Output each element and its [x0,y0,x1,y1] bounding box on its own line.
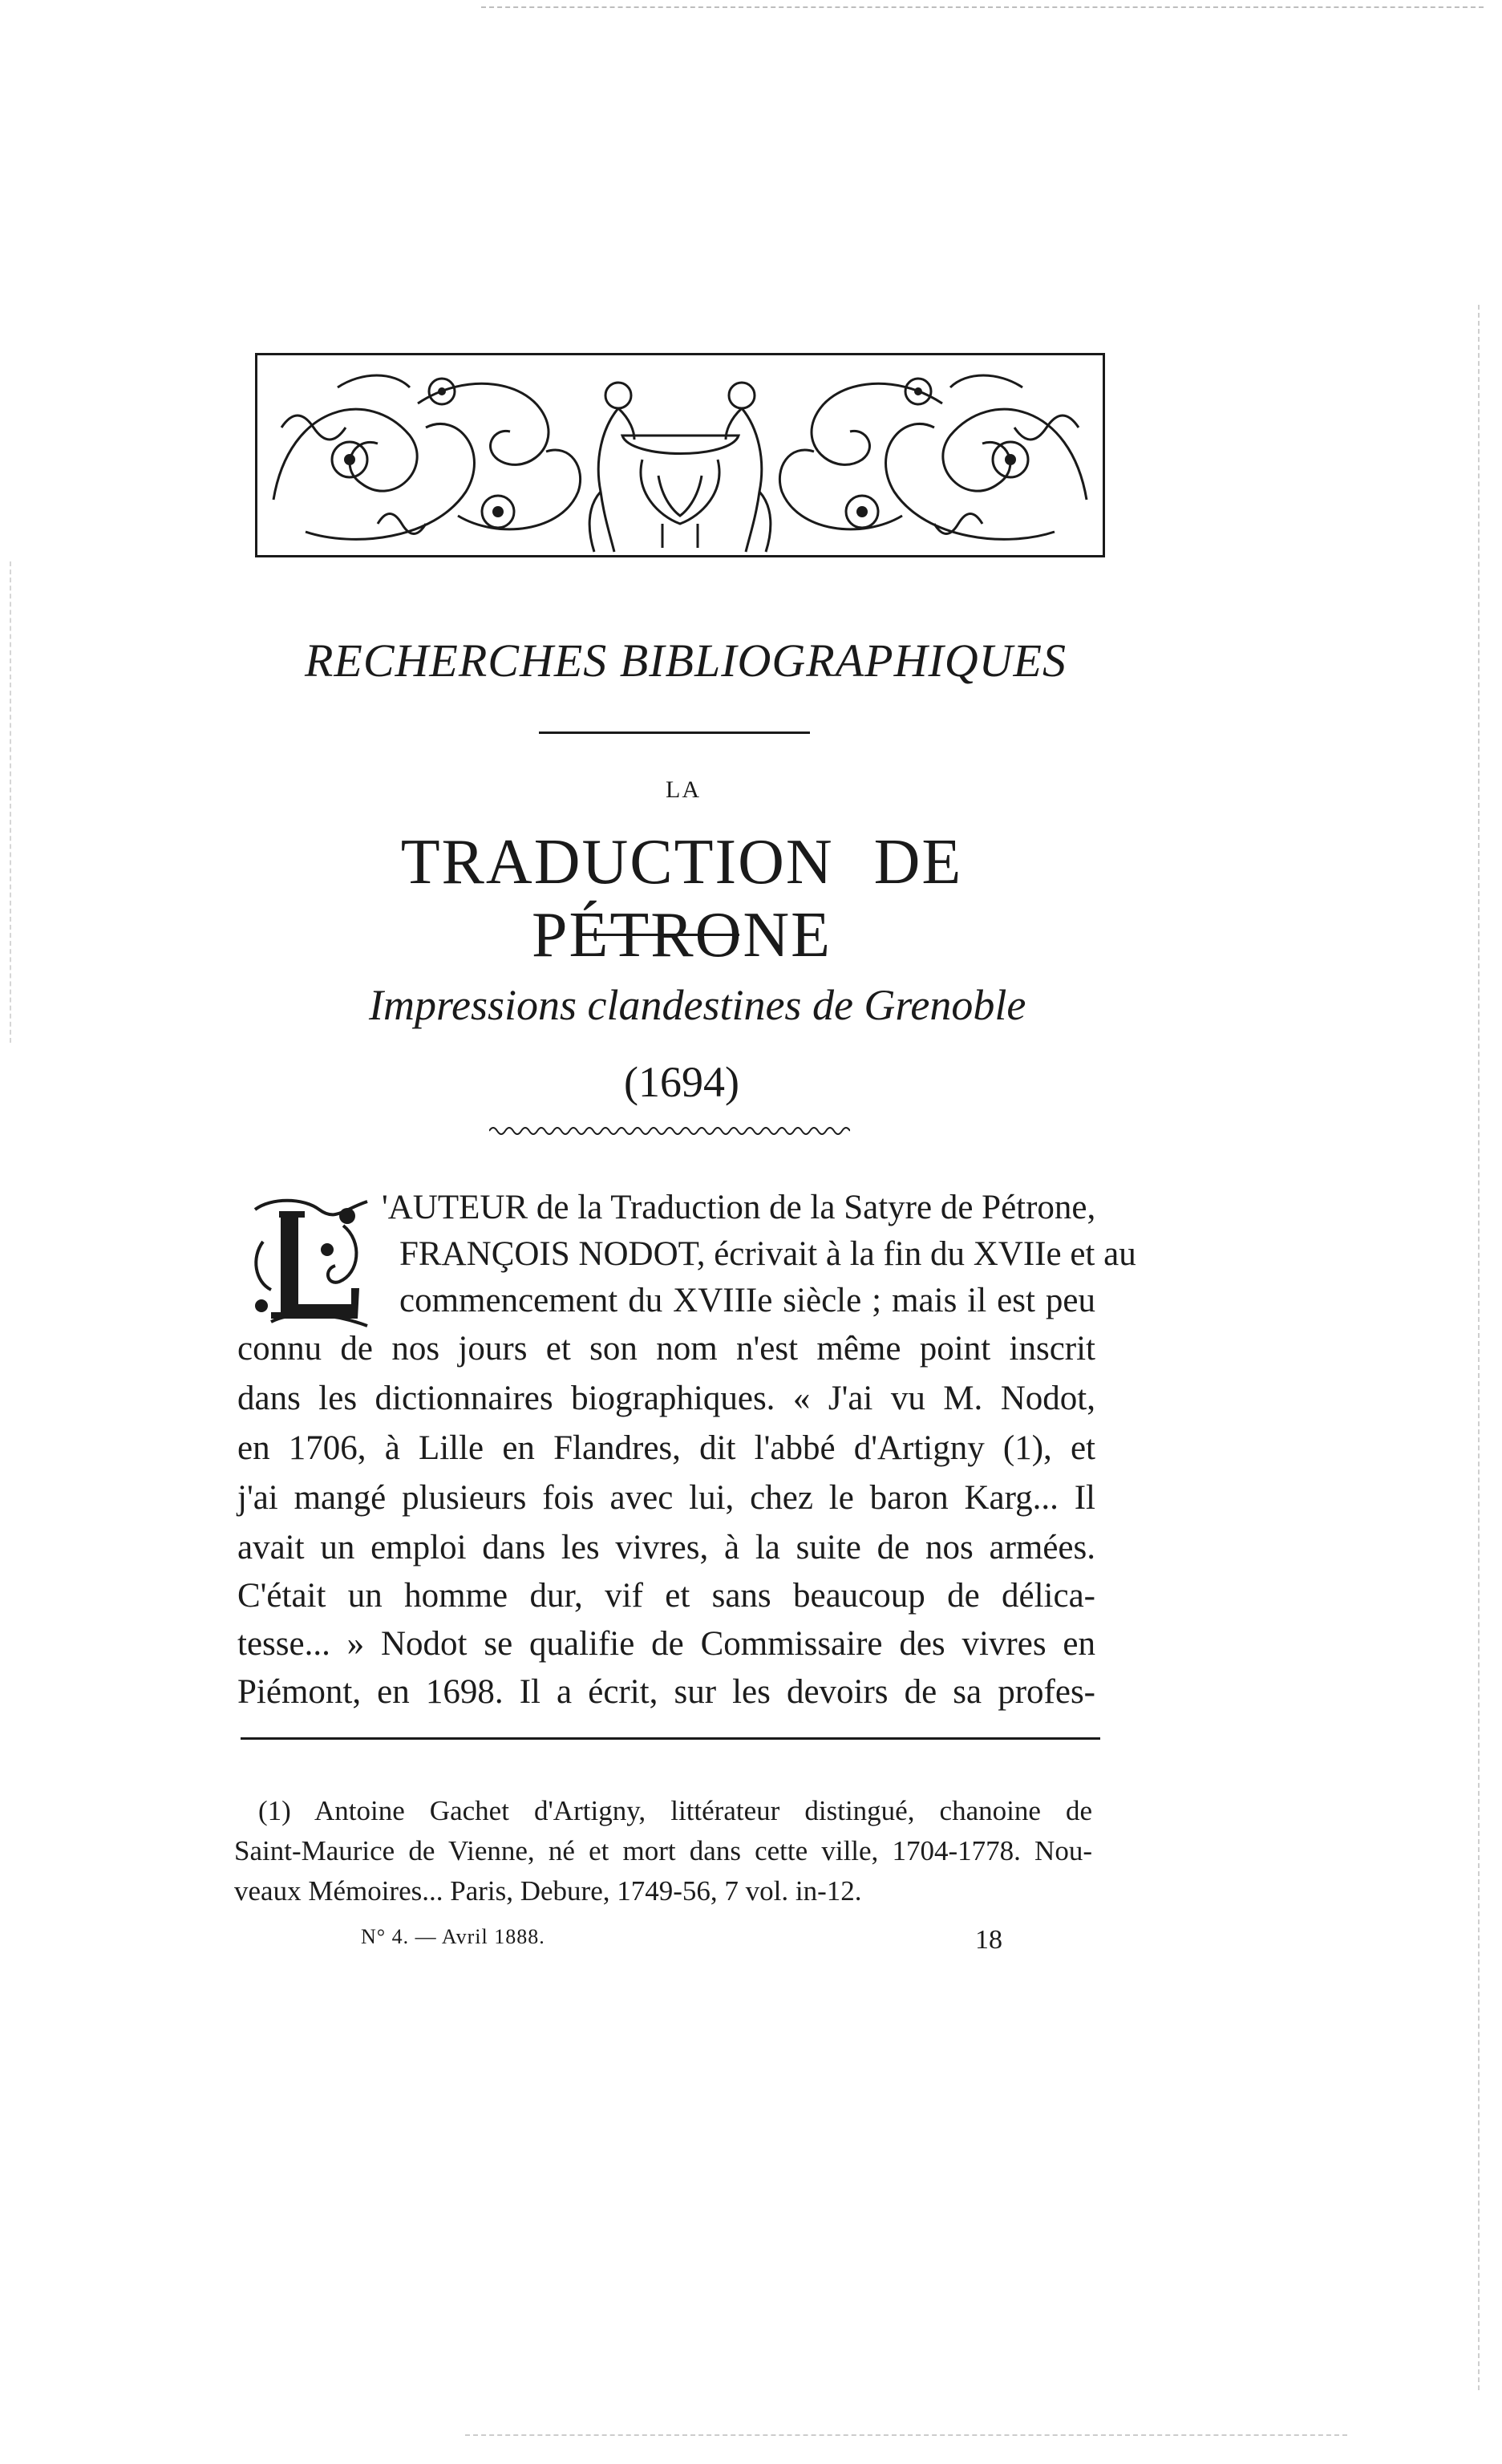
series-title: RECHERCHES BIBLIOGRAPHIQUES [305,634,1067,687]
footnote-line: veaux Mémoires... Paris, Debure, 1749-56, 7 vol. in-12. [234,1875,862,1907]
body-line: commencement du XVIIIe siècle ; mais il est peu [399,1282,1095,1319]
footnote-line: Saint-Maurice de Vienne, né et mort dans cette ville, 1704-1778. Nou- [234,1835,1092,1866]
drop-cap-letter: L [303,1285,312,1301]
body-line: j'ai mangé plusieurs fois avec lui, chez le baron Karg... Il [237,1479,1095,1517]
headpiece-ornament-icon [257,355,1103,555]
scan-artifact-top [481,6,1484,8]
title-rule-top [539,732,810,734]
ornamental-headpiece [255,353,1105,557]
body-line: dans les dictionnaires biographiques. « J'ai vu M. Nodot, [237,1380,1095,1417]
body-line: tesse... » Nodot se qualifie de Commissaire des vivres en [237,1625,1095,1663]
article-prefix: LA [666,776,701,803]
footnote-line: (1) Antoine Gachet d'Artigny, littérateur distingué, chanoine de [258,1795,1092,1826]
body-line: Piémont, en 1698. Il a écrit, sur les devoirs de sa profes- [237,1673,1095,1711]
body-line: connu de nos jours et son nom n'est même point inscrit [237,1330,1095,1368]
body-line: C'était un homme dur, vif et sans beaucoup de délica- [237,1577,1095,1615]
body-line: avait un emploi dans les vivres, à la suite de nos armées. [237,1529,1095,1566]
footnote-rule [241,1737,1100,1740]
wavy-rule-icon [489,1123,850,1139]
body-line: 'AUTEUR de la Traduction de la Satyre de Pétrone, [382,1189,1096,1226]
signature-number: 18 [975,1925,1002,1955]
main-title: TRADUCTION DE PÉTRONE [400,827,963,971]
publication-year: (1694) [624,1058,739,1106]
body-line: FRANÇOIS NODOT, écrivait à la fin du XVIIe et au [399,1235,1136,1273]
drop-cap-ornament-icon [247,1194,375,1330]
subtitle-text: Impressions clandestines de Grenoble [369,981,1026,1029]
scan-artifact-left [10,561,11,1043]
scan-artifact-right [1478,305,1480,2390]
scan-artifact-bottom [465,2434,1347,2436]
title-rule-bottom [577,934,739,936]
body-line: en 1706, à Lille en Flandres, dit l'abbé d'Artigny (1), et [237,1429,1095,1467]
issue-info: N° 4. — Avril 1888. [361,1925,545,1948]
